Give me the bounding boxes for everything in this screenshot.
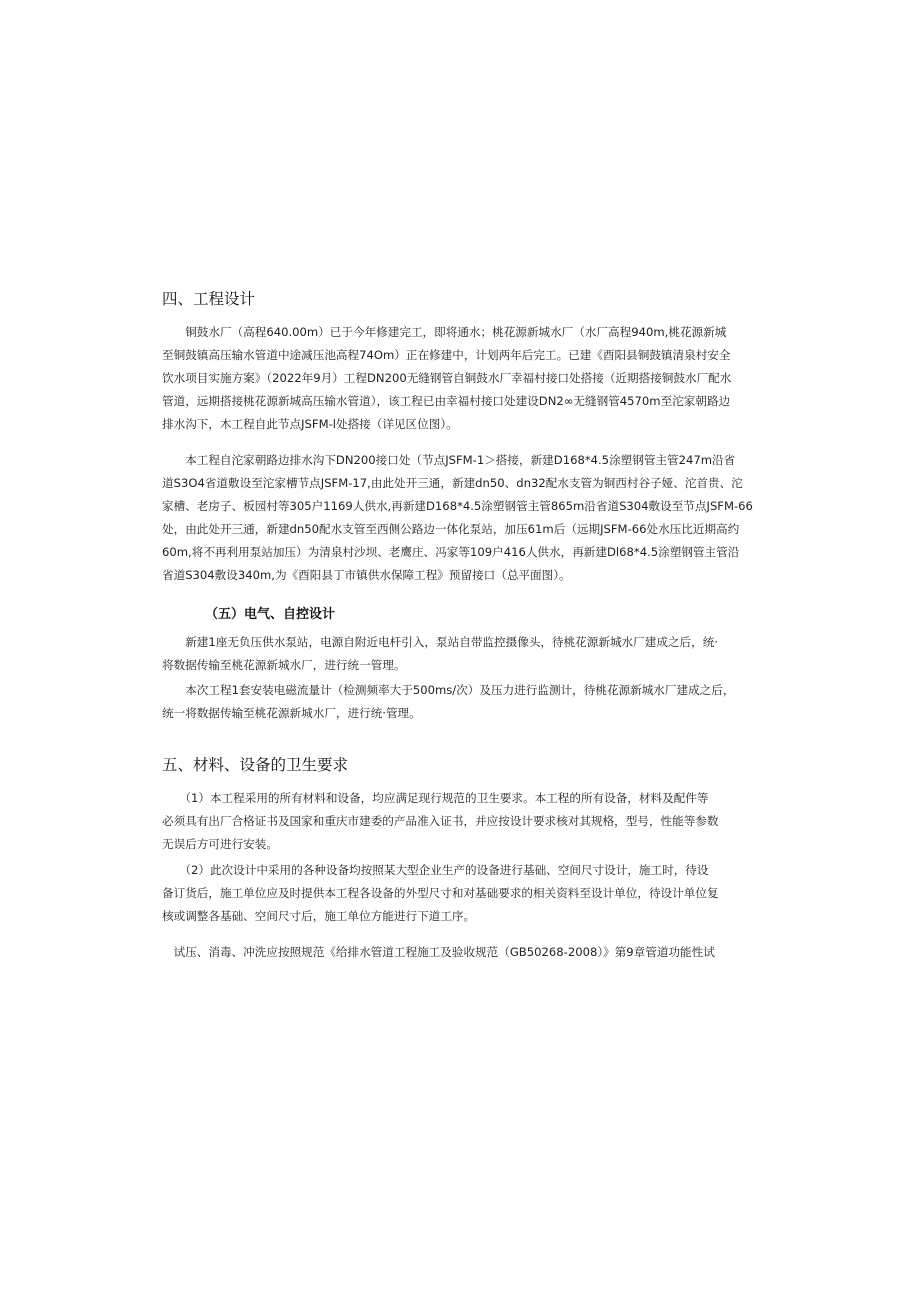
text-line: 家槽、老房子、板园村等305户1169人供水,再新建D168*4.5涂塑钢管主管865m沿省道S304敷设至节点JSFM-66 bbox=[162, 499, 753, 513]
text-line: 本工程自沱家朝路边排水沟下DN200接口处（节点JSFM-1＞搭接，新建D168*4.5涂塑钢管主管247m沿省 bbox=[162, 453, 736, 467]
text-line: 至铜鼓镇高压输水管道中途减压池高程74Om）正在修建中，计划两年后完工。已建《酉阳县铜鼓镇清泉村安全 bbox=[162, 348, 731, 362]
paragraph-equipment-dimensions bbox=[162, 859, 772, 928]
paragraph-pipeline-route bbox=[162, 449, 772, 587]
section-heading-engineering-design: 四、工程设计 bbox=[162, 290, 256, 308]
text-line: （1）本工程采用的所有材料和设备，均应满足现行规范的卫生要求。本工程的所有设备，材料及配件等 bbox=[162, 791, 709, 805]
text-line: 试压、消毒、冲洗应按照规范《给排水管道工程施工及验收规范（GB50268-2008）》第9章管道功能性试 bbox=[162, 945, 715, 959]
paragraph-pressure-test bbox=[162, 941, 772, 964]
paragraph-flow-meter bbox=[162, 679, 772, 725]
section-heading-hygiene-requirements: 五、材料、设备的卫生要求 bbox=[162, 756, 349, 774]
text-line: 处，由此处开三通，新建dn50配水支管至西侧公路边一体化泵站，加压61m后（远期JSFM-66处水压比近期高约 bbox=[162, 522, 740, 536]
text-line: 饮水项目实施方案》（2022年9月）工程DN200无缝钢管自铜鼓水厂幸福村接口处搭接（近期搭接铜鼓水厂配水 bbox=[162, 371, 732, 385]
text-line: 新建1座无负压供水泵站，电源自附近电杆引入，泵站自带监控摄像头，待桃花源新城水厂建成之后，统· bbox=[162, 635, 718, 649]
text-line: 核或调整各基础、空间尺寸后，施工单位方能进行下道工序。 bbox=[162, 909, 476, 923]
text-line: 省道S304敷设340m,为《酉阳县丁市镇供水保障工程》预留接口（总平面图）。 bbox=[162, 568, 571, 582]
text-line: 统一将数据传输至桃花源新城水厂，进行统·管理。 bbox=[162, 706, 421, 720]
text-line: 铜鼓水厂（高程640.00m）已于今年修建完工，即将通水；桃花源新城水厂（水厂高程940m,桃花源新城 bbox=[162, 325, 727, 339]
subsection-heading-electrical-control: （五）电气、自控设计 bbox=[205, 607, 336, 622]
text-line: 60m,将不再利用泵站加压）为清泉村沙坝、老鹰庄、冯家等109户416人供水，再新建Dl68*4.5涂塑钢管主管沿 bbox=[162, 545, 740, 559]
paragraph-water-plant-background bbox=[162, 321, 772, 436]
text-line: 本次工程1套安装电磁流量计（检测频率大于500ms∕次）及压力进行监测计，待桃花源新城水厂建成之后， bbox=[162, 683, 735, 697]
text-line: 备订货后，施工单位应及时提供本工程各设备的外型尺寸和对基础要求的相关资料至设计单位，待设计单位复 bbox=[162, 886, 719, 900]
paragraph-pump-station bbox=[162, 631, 772, 677]
text-line: 无误后方可进行安装。 bbox=[162, 837, 278, 851]
text-line: 排水沟下，木工程自此节点JSFM-l处搭接（详见区位图）。 bbox=[162, 417, 458, 431]
text-line: 必须具有出厂合格证书及国家和重庆市建委的产品准入证书，并应按设计要求核对其规格，型号，性能等参数 bbox=[162, 814, 719, 828]
text-line: 将数据传输至桃花源新城水厂，进行统一管理。 bbox=[162, 658, 406, 672]
text-line: （2）此次设计中采用的各种设备均按照某大型企业生产的设备进行基础、空间尺寸设计，施工时，待设 bbox=[162, 863, 709, 877]
text-line: 管道，远期搭接桃花源新城高压输水管道），该工程已由幸福村接口处建设DN2∞无缝钢管4570m至沱家朝路边 bbox=[162, 394, 731, 408]
paragraph-materials-hygiene bbox=[162, 787, 772, 856]
text-line: 道S3O4省道敷设至沱家槽节点JSFM-17,由此处开三通，新建dn50、dn32配水支管为铜西村谷子娅、沱首贵、沱 bbox=[162, 476, 743, 490]
